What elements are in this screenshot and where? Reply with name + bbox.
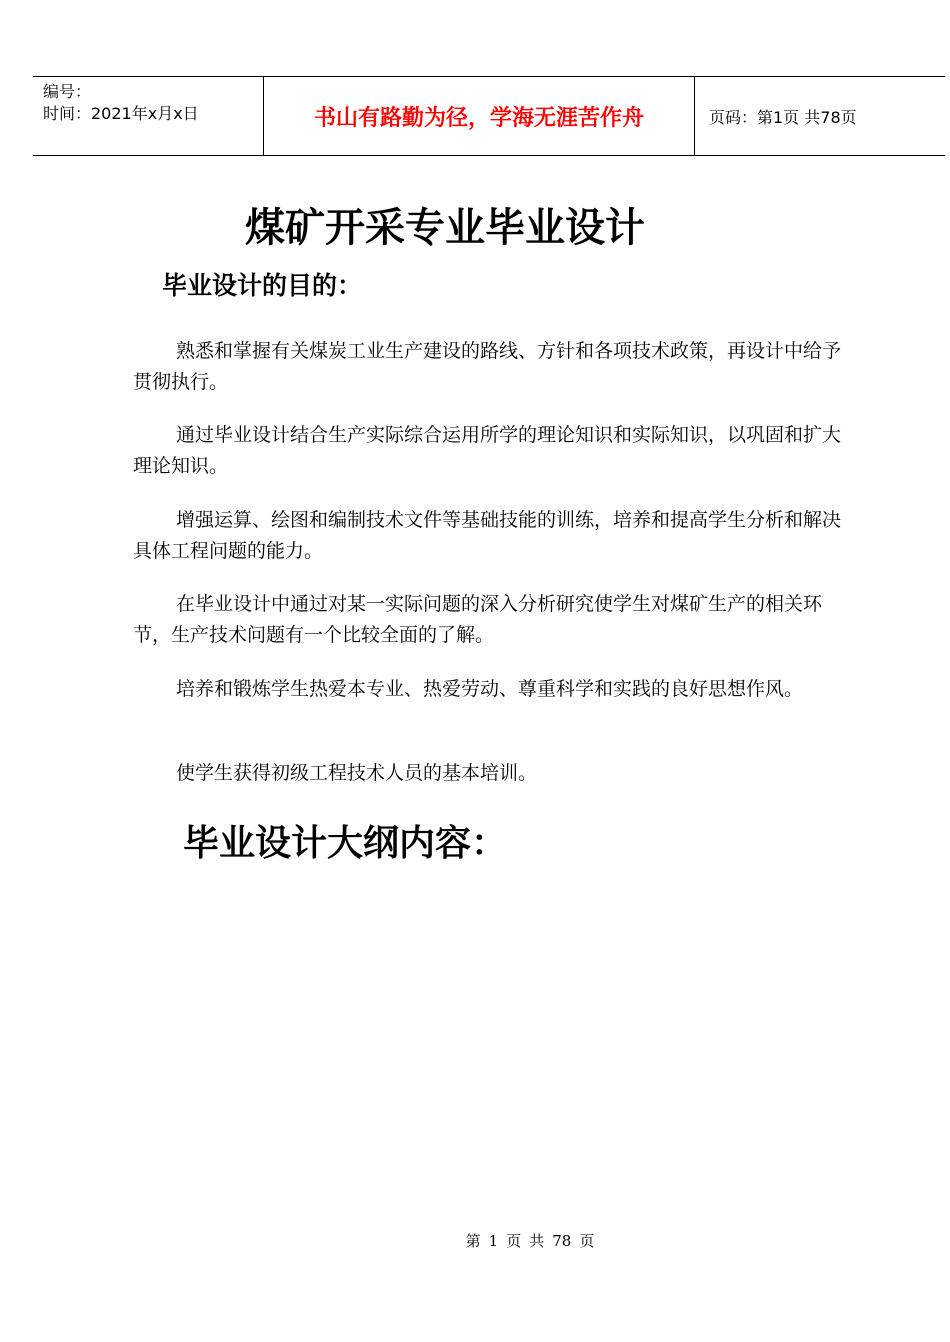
section-heading-outline: 毕业设计大纲内容： <box>183 822 508 864</box>
footer-ye: 页 <box>506 1232 522 1250</box>
header-table <box>33 76 945 156</box>
footer-gong: 共 <box>529 1232 545 1250</box>
footer-total-pages: 78 <box>552 1232 572 1250</box>
paragraph: 通过毕业设计结合生产实际综合运用所学的理论知识和实际知识，以巩固和扩大理论知识。 <box>133 424 842 477</box>
footer-di: 第 <box>465 1232 481 1250</box>
header-motto: 书山有路勤为径，学海无涯苦作舟 <box>264 77 695 155</box>
date-label: 时间：2021年x月x日 <box>43 104 199 123</box>
paragraph: 使学生获得初级工程技术人员的基本培训。 <box>176 762 538 784</box>
paragraph: 在毕业设计中通过对某一实际问题的深入分析研究使学生对煤矿生产的相关环节，生产技术问题有一个比较全面的了解。 <box>133 593 823 646</box>
footer-page-number: 1 <box>488 1232 499 1250</box>
number-label: 编号： <box>43 82 92 101</box>
section-heading-purpose: 毕业设计的目的： <box>162 271 363 300</box>
paragraph: 培养和锻炼学生热爱本专业、热爱劳动、尊重科学和实践的良好思想作风。 <box>176 678 804 700</box>
header-meta <box>33 77 264 155</box>
paragraph: 熟悉和掌握有关煤炭工业生产建设的路线、方针和各项技术政策，再设计中给予贯彻执行。 <box>133 340 842 393</box>
page-footer <box>0 1230 950 1251</box>
paragraph: 增强运算、绘图和编制技术文件等基础技能的训练，培养和提高学生分析和解决具体工程问题的能力。 <box>133 509 842 562</box>
header-page-info: 页码：第1页 共78页 <box>709 107 857 127</box>
footer-ye2: 页 <box>579 1232 595 1250</box>
document-title: 煤矿开采专业毕业设计 <box>245 204 645 251</box>
